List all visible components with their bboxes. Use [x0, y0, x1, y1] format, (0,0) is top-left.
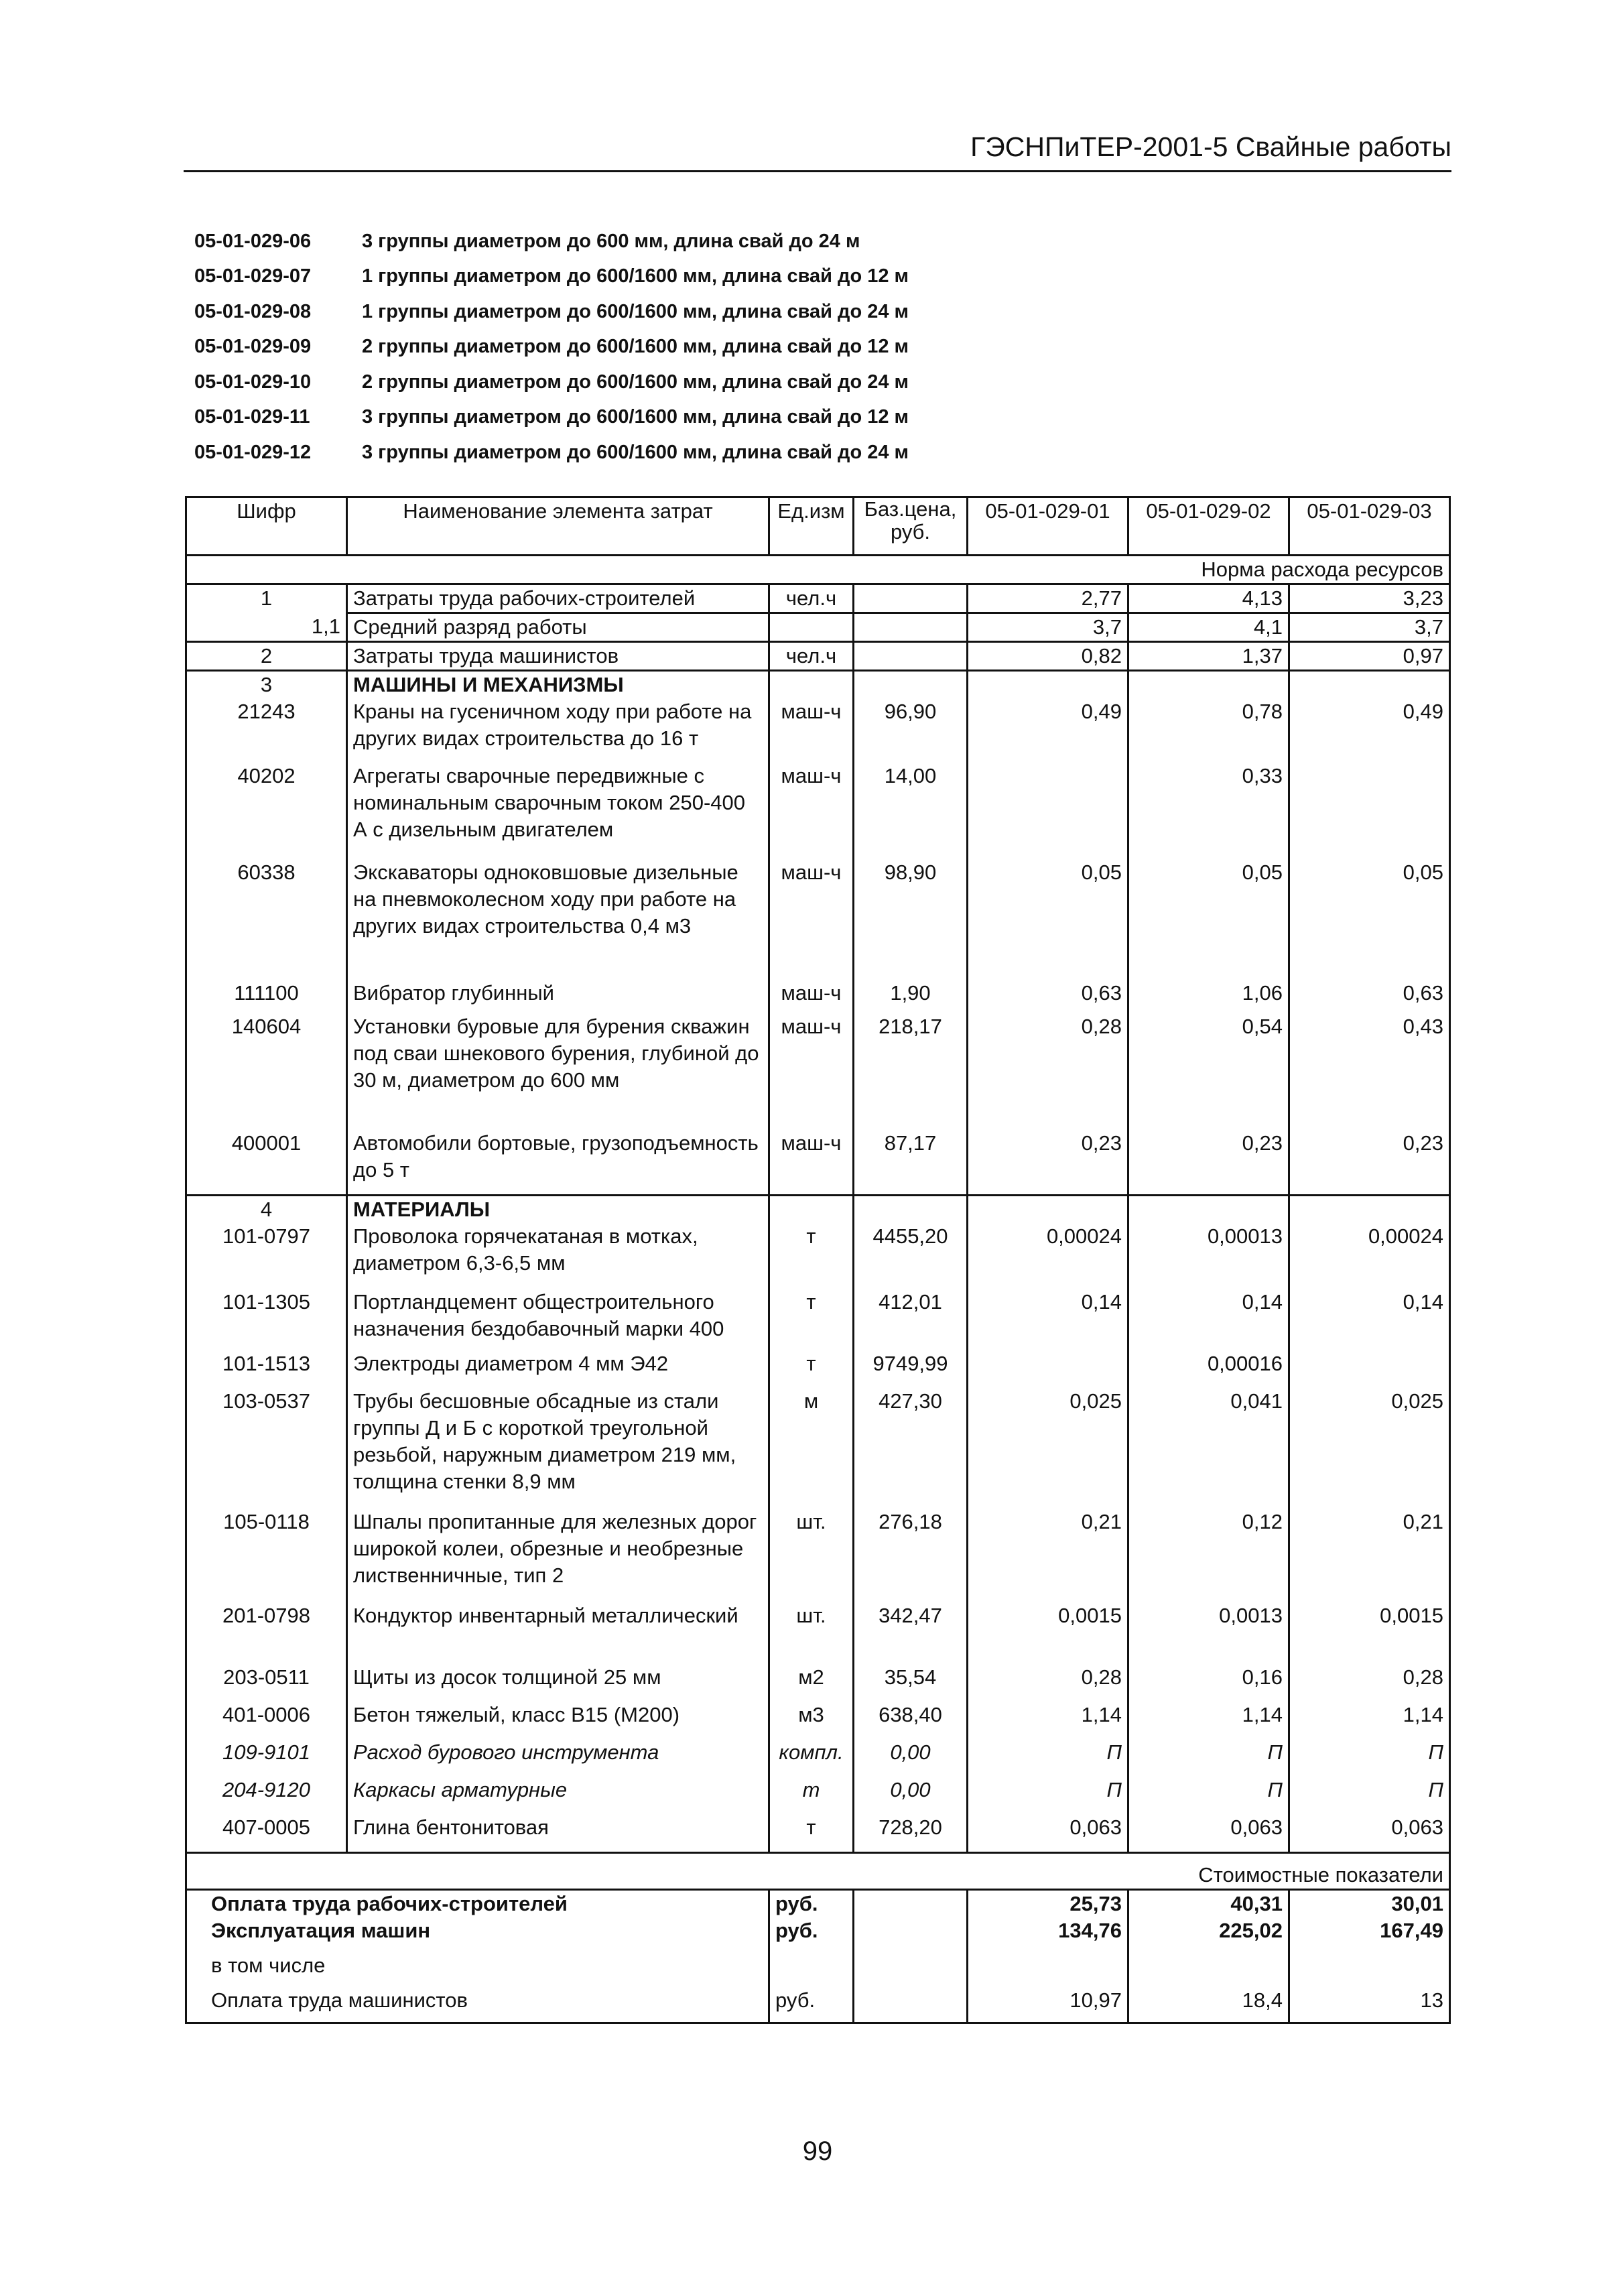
code-id: 05-01-029-07: [194, 265, 312, 288]
row-v3: 0,0015: [1289, 1602, 1450, 1664]
row-price: 4455,20: [854, 1223, 968, 1289]
header-c3: 05-01-029-03: [1289, 497, 1450, 556]
row-price: 98,90: [854, 859, 968, 980]
code-row: [194, 224, 909, 259]
row-unit: маш-ч: [769, 980, 854, 1013]
row-unit: маш-ч: [769, 859, 854, 980]
section-code: 3: [186, 671, 347, 699]
row-price: 412,01: [854, 1289, 968, 1350]
row-name: Проволока горячекатаная в мотках, диаметром 6,3-6,5 мм: [347, 1223, 769, 1289]
row-v2: 4,1: [1128, 613, 1289, 642]
row-unit: т: [769, 1814, 854, 1853]
code-row: [194, 294, 909, 330]
table-row: [186, 1664, 1450, 1702]
row-code: 101-0797: [186, 1223, 347, 1289]
row-v1: 0,21: [968, 1509, 1128, 1602]
header-price: Баз.цена, руб.: [854, 497, 968, 556]
row-code: 60338: [186, 859, 347, 980]
code-id: 05-01-029-11: [194, 406, 310, 428]
row-v1: 0,025: [968, 1388, 1128, 1509]
cost-name: Эксплуатация машин: [186, 1917, 769, 1952]
code-desc: 3 группы диаметром до 600/1600 мм, длина свай до 24 м: [362, 441, 909, 463]
row-code: 140604: [186, 1013, 347, 1130]
row-name: Затраты труда рабочих-строителей: [347, 584, 769, 613]
row-code: 201-0798: [186, 1602, 347, 1664]
row-name: Кондуктор инвентарный металлический: [347, 1602, 769, 1664]
row-v1: 0,0015: [968, 1602, 1128, 1664]
row-unit: чел.ч: [769, 584, 854, 613]
row-name: Глина бентонитовая: [347, 1814, 769, 1853]
row-v1: 3,7: [968, 613, 1128, 642]
row-unit: маш-ч: [769, 1130, 854, 1196]
row-v2: П: [1128, 1777, 1289, 1814]
row-v3: [1289, 763, 1450, 859]
cost-v3: 13: [1289, 1987, 1450, 2023]
row-code: 109-9101: [186, 1739, 347, 1777]
table-row: [186, 584, 1450, 613]
row-price: 276,18: [854, 1509, 968, 1602]
row-v1: 0,82: [968, 642, 1128, 671]
section-row-machines: [186, 671, 1450, 699]
row-v2: 0,0013: [1128, 1602, 1289, 1664]
code-desc: 2 группы диаметром до 600/1600 мм, длина свай до 24 м: [362, 371, 909, 393]
row-v1: 0,23: [968, 1130, 1128, 1196]
cost-name: Оплата труда машинистов: [186, 1987, 769, 2023]
row-v1: 0,063: [968, 1814, 1128, 1853]
row-v2: 1,14: [1128, 1702, 1289, 1739]
cost-v2: 225,02: [1128, 1917, 1289, 1952]
row-v2: 0,54: [1128, 1013, 1289, 1130]
section-title: МАТЕРИАЛЫ: [347, 1196, 769, 1224]
row-v2: 1,06: [1128, 980, 1289, 1013]
row-code: 103-0537: [186, 1388, 347, 1509]
row-name: Портландцемент общестроительного назначения бездобавочный марки 400: [347, 1289, 769, 1350]
row-code: 401-0006: [186, 1702, 347, 1739]
row-v3: П: [1289, 1777, 1450, 1814]
table-row: [186, 1777, 1450, 1814]
row-price: [854, 584, 968, 613]
table-row: [186, 1602, 1450, 1664]
code-id: 05-01-029-12: [194, 441, 312, 463]
code-desc: 1 группы диаметром до 600/1600 мм, длина свай до 12 м: [362, 265, 909, 288]
row-v3: 0,14: [1289, 1289, 1450, 1350]
row-unit: [769, 613, 854, 642]
row-v1: [968, 763, 1128, 859]
row-v2: 0,05: [1128, 859, 1289, 980]
row-code: 1: [186, 584, 347, 613]
row-v2: 0,041: [1128, 1388, 1289, 1509]
row-v1: П: [968, 1739, 1128, 1777]
row-v1: [968, 1350, 1128, 1388]
row-code: 204-9120: [186, 1777, 347, 1814]
code-id: 05-01-029-08: [194, 300, 312, 322]
row-name: Краны на гусеничном ходу при работе на других видах строительства до 16 т: [347, 698, 769, 763]
row-v3: 0,23: [1289, 1130, 1450, 1196]
row-unit: т: [769, 1350, 854, 1388]
cost-v1: 10,97: [968, 1987, 1128, 2023]
row-v3: 0,05: [1289, 859, 1450, 980]
code-row: [194, 365, 909, 400]
code-id: 05-01-029-06: [194, 230, 312, 252]
header-code: Шифр: [186, 497, 347, 556]
code-desc: 2 группы диаметром до 600/1600 мм, длина свай до 12 м: [362, 336, 909, 358]
cost-v1: 25,73: [968, 1890, 1128, 1918]
cost-label: Стоимостные показатели: [186, 1853, 1450, 1890]
table-row: [186, 1702, 1450, 1739]
row-v1: 0,00024: [968, 1223, 1128, 1289]
row-v1: 0,63: [968, 980, 1128, 1013]
code-row: [194, 330, 909, 365]
row-unit: компл.: [769, 1739, 854, 1777]
row-v1: 0,14: [968, 1289, 1128, 1350]
row-code: 407-0005: [186, 1814, 347, 1853]
row-name: Агрегаты сварочные передвижные с номинальным сварочным током 250-400 А с дизельным двигателем: [347, 763, 769, 859]
table-row: [186, 1013, 1450, 1130]
row-v3: 0,97: [1289, 642, 1450, 671]
row-v2: 0,14: [1128, 1289, 1289, 1350]
header-c1: 05-01-029-01: [968, 497, 1128, 556]
cost-name: в том числе: [186, 1952, 769, 1987]
row-name: Шпалы пропитанные для железных дорог широкой колеи, обрезные и необрезные лиственничные, тип 2: [347, 1509, 769, 1602]
code-list: [194, 224, 909, 470]
row-price: [854, 613, 968, 642]
row-price: 427,30: [854, 1388, 968, 1509]
table-row: [186, 859, 1450, 980]
row-unit: т: [769, 1223, 854, 1289]
row-price: 87,17: [854, 1130, 968, 1196]
row-price: 35,54: [854, 1664, 968, 1702]
page-number: 99: [802, 2136, 833, 2166]
row-unit: маш-ч: [769, 1013, 854, 1130]
row-v3: 0,28: [1289, 1664, 1450, 1702]
row-price: 0,00: [854, 1777, 968, 1814]
code-id: 05-01-029-09: [194, 336, 312, 358]
row-name: Автомобили бортовые, грузоподъемность до 5 т: [347, 1130, 769, 1196]
row-price: 14,00: [854, 763, 968, 859]
cost-v2: 40,31: [1128, 1890, 1289, 1918]
row-v3: 1,14: [1289, 1702, 1450, 1739]
cost-label-row: [186, 1853, 1450, 1890]
table-row: [186, 1814, 1450, 1853]
cost-v2: 18,4: [1128, 1987, 1289, 2023]
cost-row: [186, 1987, 1450, 2023]
row-v3: 0,63: [1289, 980, 1450, 1013]
row-code: 111100: [186, 980, 347, 1013]
header-name: Наименование элемента затрат: [347, 497, 769, 556]
row-v2: 4,13: [1128, 584, 1289, 613]
table-row: [186, 1739, 1450, 1777]
row-unit: маш-ч: [769, 698, 854, 763]
row-code: 105-0118: [186, 1509, 347, 1602]
row-unit: т: [769, 1289, 854, 1350]
row-price: [854, 642, 968, 671]
row-unit: маш-ч: [769, 763, 854, 859]
resource-table: [185, 496, 1451, 2024]
row-price: 728,20: [854, 1814, 968, 1853]
row-code: 21243: [186, 698, 347, 763]
row-name: Средний разряд работы: [347, 613, 769, 642]
row-v1: 2,77: [968, 584, 1128, 613]
row-code: 1,1: [186, 613, 347, 642]
row-unit: т: [769, 1777, 854, 1814]
table-row: [186, 1289, 1450, 1350]
row-v1: П: [968, 1777, 1128, 1814]
row-name: Электроды диаметром 4 мм Э42: [347, 1350, 769, 1388]
row-v3: 0,025: [1289, 1388, 1450, 1509]
table-row: [186, 1350, 1450, 1388]
norm-label-row: [186, 556, 1450, 584]
row-code: 40202: [186, 763, 347, 859]
cost-row: [186, 1952, 1450, 1987]
row-unit: м2: [769, 1664, 854, 1702]
code-id: 05-01-029-10: [194, 371, 312, 393]
row-v3: 0,00024: [1289, 1223, 1450, 1289]
row-v3: 3,23: [1289, 584, 1450, 613]
row-v1: 0,49: [968, 698, 1128, 763]
row-price: 342,47: [854, 1602, 968, 1664]
table-row: [186, 613, 1450, 642]
section-row-materials: [186, 1196, 1450, 1224]
cost-row: [186, 1917, 1450, 1952]
row-name: Вибратор глубинный: [347, 980, 769, 1013]
table-header-row: [186, 497, 1450, 556]
row-name: Затраты труда машинистов: [347, 642, 769, 671]
table-row: [186, 642, 1450, 671]
row-unit: м: [769, 1388, 854, 1509]
code-row: [194, 400, 909, 436]
row-unit: м3: [769, 1702, 854, 1739]
row-v2: 0,063: [1128, 1814, 1289, 1853]
row-code: 203-0511: [186, 1664, 347, 1702]
header-unit: Ед.изм: [769, 497, 854, 556]
row-code: 101-1513: [186, 1350, 347, 1388]
table-row: [186, 1388, 1450, 1509]
row-price: 9749,99: [854, 1350, 968, 1388]
row-v2: 0,00016: [1128, 1350, 1289, 1388]
page-header: ГЭСНПиТЕР-2001-5 Свайные работы: [970, 131, 1451, 162]
row-v2: 0,00013: [1128, 1223, 1289, 1289]
section-title: МАШИНЫ И МЕХАНИЗМЫ: [347, 671, 769, 699]
code-row: [194, 259, 909, 295]
row-v1: 0,28: [968, 1013, 1128, 1130]
row-v1: 1,14: [968, 1702, 1128, 1739]
header-rule: [184, 170, 1451, 172]
row-v3: 0,49: [1289, 698, 1450, 763]
row-v2: П: [1128, 1739, 1289, 1777]
cost-v1: 134,76: [968, 1917, 1128, 1952]
row-v1: 0,28: [968, 1664, 1128, 1702]
code-desc: 3 группы диаметром до 600 мм, длина свай до 24 м: [362, 230, 860, 252]
row-v2: 0,78: [1128, 698, 1289, 763]
row-price: 1,90: [854, 980, 968, 1013]
row-unit: чел.ч: [769, 642, 854, 671]
row-v3: [1289, 1350, 1450, 1388]
table-row: [186, 1509, 1450, 1602]
section-code: 4: [186, 1196, 347, 1224]
row-v3: 0,21: [1289, 1509, 1450, 1602]
row-price: 0,00: [854, 1739, 968, 1777]
code-desc: 1 группы диаметром до 600/1600 мм, длина свай до 24 м: [362, 300, 909, 322]
row-name: Щиты из досок толщиной 25 мм: [347, 1664, 769, 1702]
table-row: [186, 763, 1450, 859]
table-row: [186, 698, 1450, 763]
row-price: 638,40: [854, 1702, 968, 1739]
row-name: Бетон тяжелый, класс В15 (М200): [347, 1702, 769, 1739]
row-v3: 0,43: [1289, 1013, 1450, 1130]
row-name: Каркасы арматурные: [347, 1777, 769, 1814]
table-row: [186, 980, 1450, 1013]
row-code: 2: [186, 642, 347, 671]
row-code: 101-1305: [186, 1289, 347, 1350]
cost-unit: руб.: [769, 1987, 854, 2023]
row-name: Трубы бесшовные обсадные из стали группы Д и Б с короткой треугольной резьбой, наружным диаметром 219 мм, толщина стенки 8,9 мм: [347, 1388, 769, 1509]
row-v2: 0,12: [1128, 1509, 1289, 1602]
row-v3: 3,7: [1289, 613, 1450, 642]
cost-v3: 167,49: [1289, 1917, 1450, 1952]
row-unit: шт.: [769, 1509, 854, 1602]
row-code: 400001: [186, 1130, 347, 1196]
row-v2: 0,23: [1128, 1130, 1289, 1196]
row-name: Экскаваторы одноковшовые дизельные на пневмоколесном ходу при работе на других видах строительства 0,4 м3: [347, 859, 769, 980]
code-desc: 3 группы диаметром до 600/1600 мм, длина свай до 12 м: [362, 406, 909, 428]
cost-row: [186, 1890, 1450, 1918]
row-v3: 0,063: [1289, 1814, 1450, 1853]
cost-v3: 30,01: [1289, 1890, 1450, 1918]
row-v2: 0,33: [1128, 763, 1289, 859]
table-row: [186, 1223, 1450, 1289]
row-price: 218,17: [854, 1013, 968, 1130]
cost-unit: руб.: [769, 1890, 854, 1918]
row-price: 96,90: [854, 698, 968, 763]
row-v2: 1,37: [1128, 642, 1289, 671]
row-v2: 0,16: [1128, 1664, 1289, 1702]
header-c2: 05-01-029-02: [1128, 497, 1289, 556]
row-v1: 0,05: [968, 859, 1128, 980]
row-unit: шт.: [769, 1602, 854, 1664]
row-name: Расход бурового инструмента: [347, 1739, 769, 1777]
table-row: [186, 1130, 1450, 1196]
code-row: [194, 435, 909, 470]
norm-label: Норма расхода ресурсов: [186, 556, 1450, 584]
cost-name: Оплата труда рабочих-строителей: [186, 1890, 769, 1918]
row-name: Установки буровые для бурения скважин под сваи шнекового бурения, глубиной до 30 м, диаметром до 600 мм: [347, 1013, 769, 1130]
row-v3: П: [1289, 1739, 1450, 1777]
cost-unit: руб.: [769, 1917, 854, 1952]
